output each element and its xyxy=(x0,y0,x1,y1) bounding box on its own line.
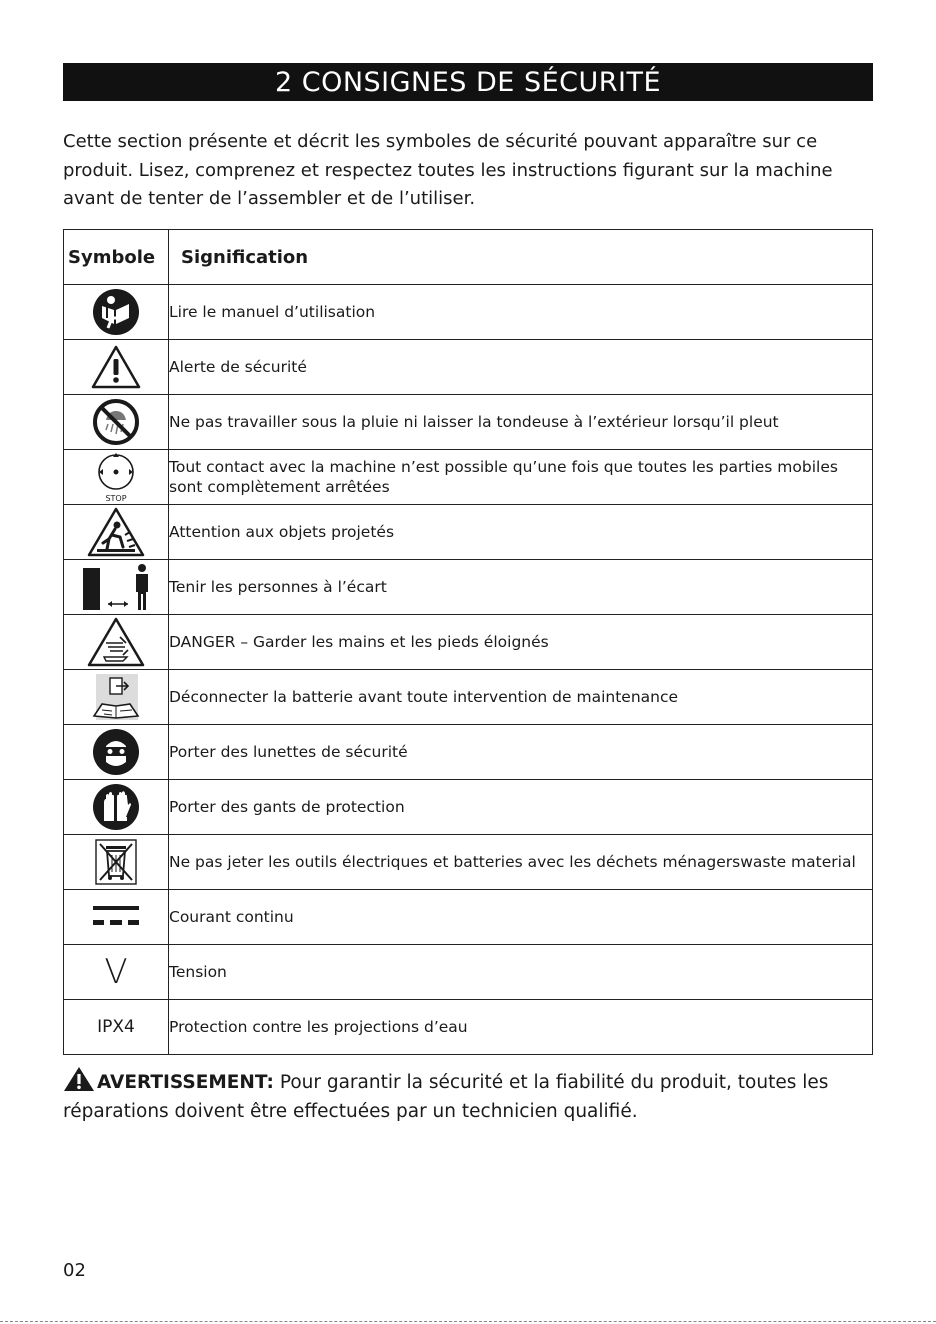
table-row xyxy=(64,395,873,450)
table-row xyxy=(64,615,873,670)
symbol-cell xyxy=(64,395,169,450)
hands-feet-danger-icon xyxy=(87,617,145,667)
table-header-row xyxy=(64,230,873,285)
table-row xyxy=(64,340,873,395)
warning-icon xyxy=(63,1066,95,1092)
header-symbol: Symbole xyxy=(64,230,169,285)
page-number: 02 xyxy=(63,1260,86,1281)
meaning-cell: DANGER – Garder les mains et les pieds éloignés xyxy=(169,615,873,670)
table-row xyxy=(64,285,873,340)
ipx4-symbol: IPX4 xyxy=(97,1017,135,1037)
table-row xyxy=(64,725,873,780)
disconnect-battery-icon xyxy=(90,672,142,722)
table-row xyxy=(64,780,873,835)
protective-gloves-icon xyxy=(92,783,140,831)
symbol-cell xyxy=(64,670,169,725)
table-row xyxy=(64,670,873,725)
symbol-cell xyxy=(64,450,169,505)
stop-moving-parts-icon xyxy=(91,451,141,503)
thrown-objects-icon xyxy=(87,507,145,557)
stop-label: STOP xyxy=(105,494,127,503)
symbol-cell xyxy=(64,725,169,780)
section-title-bar xyxy=(63,63,873,101)
meaning-cell: Alerte de sécurité xyxy=(169,340,873,395)
no-rain-icon xyxy=(92,398,140,446)
symbol-cell xyxy=(64,890,169,945)
intro-paragraph: Cette section présente et décrit les symboles de sécurité pouvant apparaître sur ce produit. Lisez, comprenez et respectez toutes les instructions figurant sur la machine avant de tenter de l’assembler et de l’utiliser. xyxy=(63,131,833,209)
meaning-cell: Attention aux objets projetés xyxy=(169,505,873,560)
safety-symbols-table xyxy=(63,229,873,1055)
symbol-cell xyxy=(64,340,169,395)
safety-alert-icon xyxy=(90,344,142,390)
meaning-cell: Tout contact avec la machine n’est possible qu’une fois que toutes les parties mobiles sont complètement arrêtées xyxy=(169,450,873,505)
table-row xyxy=(64,890,873,945)
warning-paragraph xyxy=(63,1066,875,1126)
keep-distance-icon xyxy=(81,562,151,612)
table-row xyxy=(64,835,873,890)
meaning-cell: Porter des gants de protection xyxy=(169,780,873,835)
meaning-cell: Déconnecter la batterie avant toute intervention de maintenance xyxy=(169,670,873,725)
meaning-cell: Ne pas jeter les outils électriques et batteries avec les déchets ménagerswaste material xyxy=(169,835,873,890)
section-title: 2 CONSIGNES DE SÉCURITÉ xyxy=(274,66,662,98)
weee-bin-icon xyxy=(92,838,140,886)
read-manual-icon xyxy=(92,288,140,336)
meaning-cell: Courant continu xyxy=(169,890,873,945)
symbol-cell xyxy=(64,560,169,615)
meaning-cell: Protection contre les projections d’eau xyxy=(169,1000,873,1055)
meaning-cell: Tenir les personnes à l’écart xyxy=(169,560,873,615)
header-meaning: Signification xyxy=(169,230,873,285)
meaning-cell: Porter des lunettes de sécurité xyxy=(169,725,873,780)
table-row xyxy=(64,505,873,560)
warning-text: Pour garantir la sécurité et la fiabilité du produit, toutes les réparations doivent être effectuées par un technicien qualifié. xyxy=(63,1072,829,1122)
symbol-cell xyxy=(64,615,169,670)
table-row xyxy=(64,450,873,505)
symbol-cell xyxy=(64,780,169,835)
meaning-cell: Ne pas travailler sous la pluie ni laisser la tondeuse à l’extérieur lorsqu’il pleut xyxy=(169,395,873,450)
symbol-cell xyxy=(64,835,169,890)
table-row xyxy=(64,945,873,1000)
warning-lead: AVERTISSEMENT: xyxy=(97,1072,274,1093)
symbol-cell xyxy=(64,505,169,560)
symbol-cell xyxy=(64,945,169,1000)
symbol-cell xyxy=(64,1000,169,1055)
table-row xyxy=(64,560,873,615)
safety-glasses-icon xyxy=(92,728,140,776)
bottom-divider xyxy=(0,1321,936,1322)
meaning-cell: Tension xyxy=(169,945,873,1000)
symbol-cell xyxy=(64,285,169,340)
direct-current-icon xyxy=(91,902,141,932)
meaning-cell: Lire le manuel d’utilisation xyxy=(169,285,873,340)
voltage-symbol: V xyxy=(104,952,128,992)
table-row xyxy=(64,1000,873,1055)
